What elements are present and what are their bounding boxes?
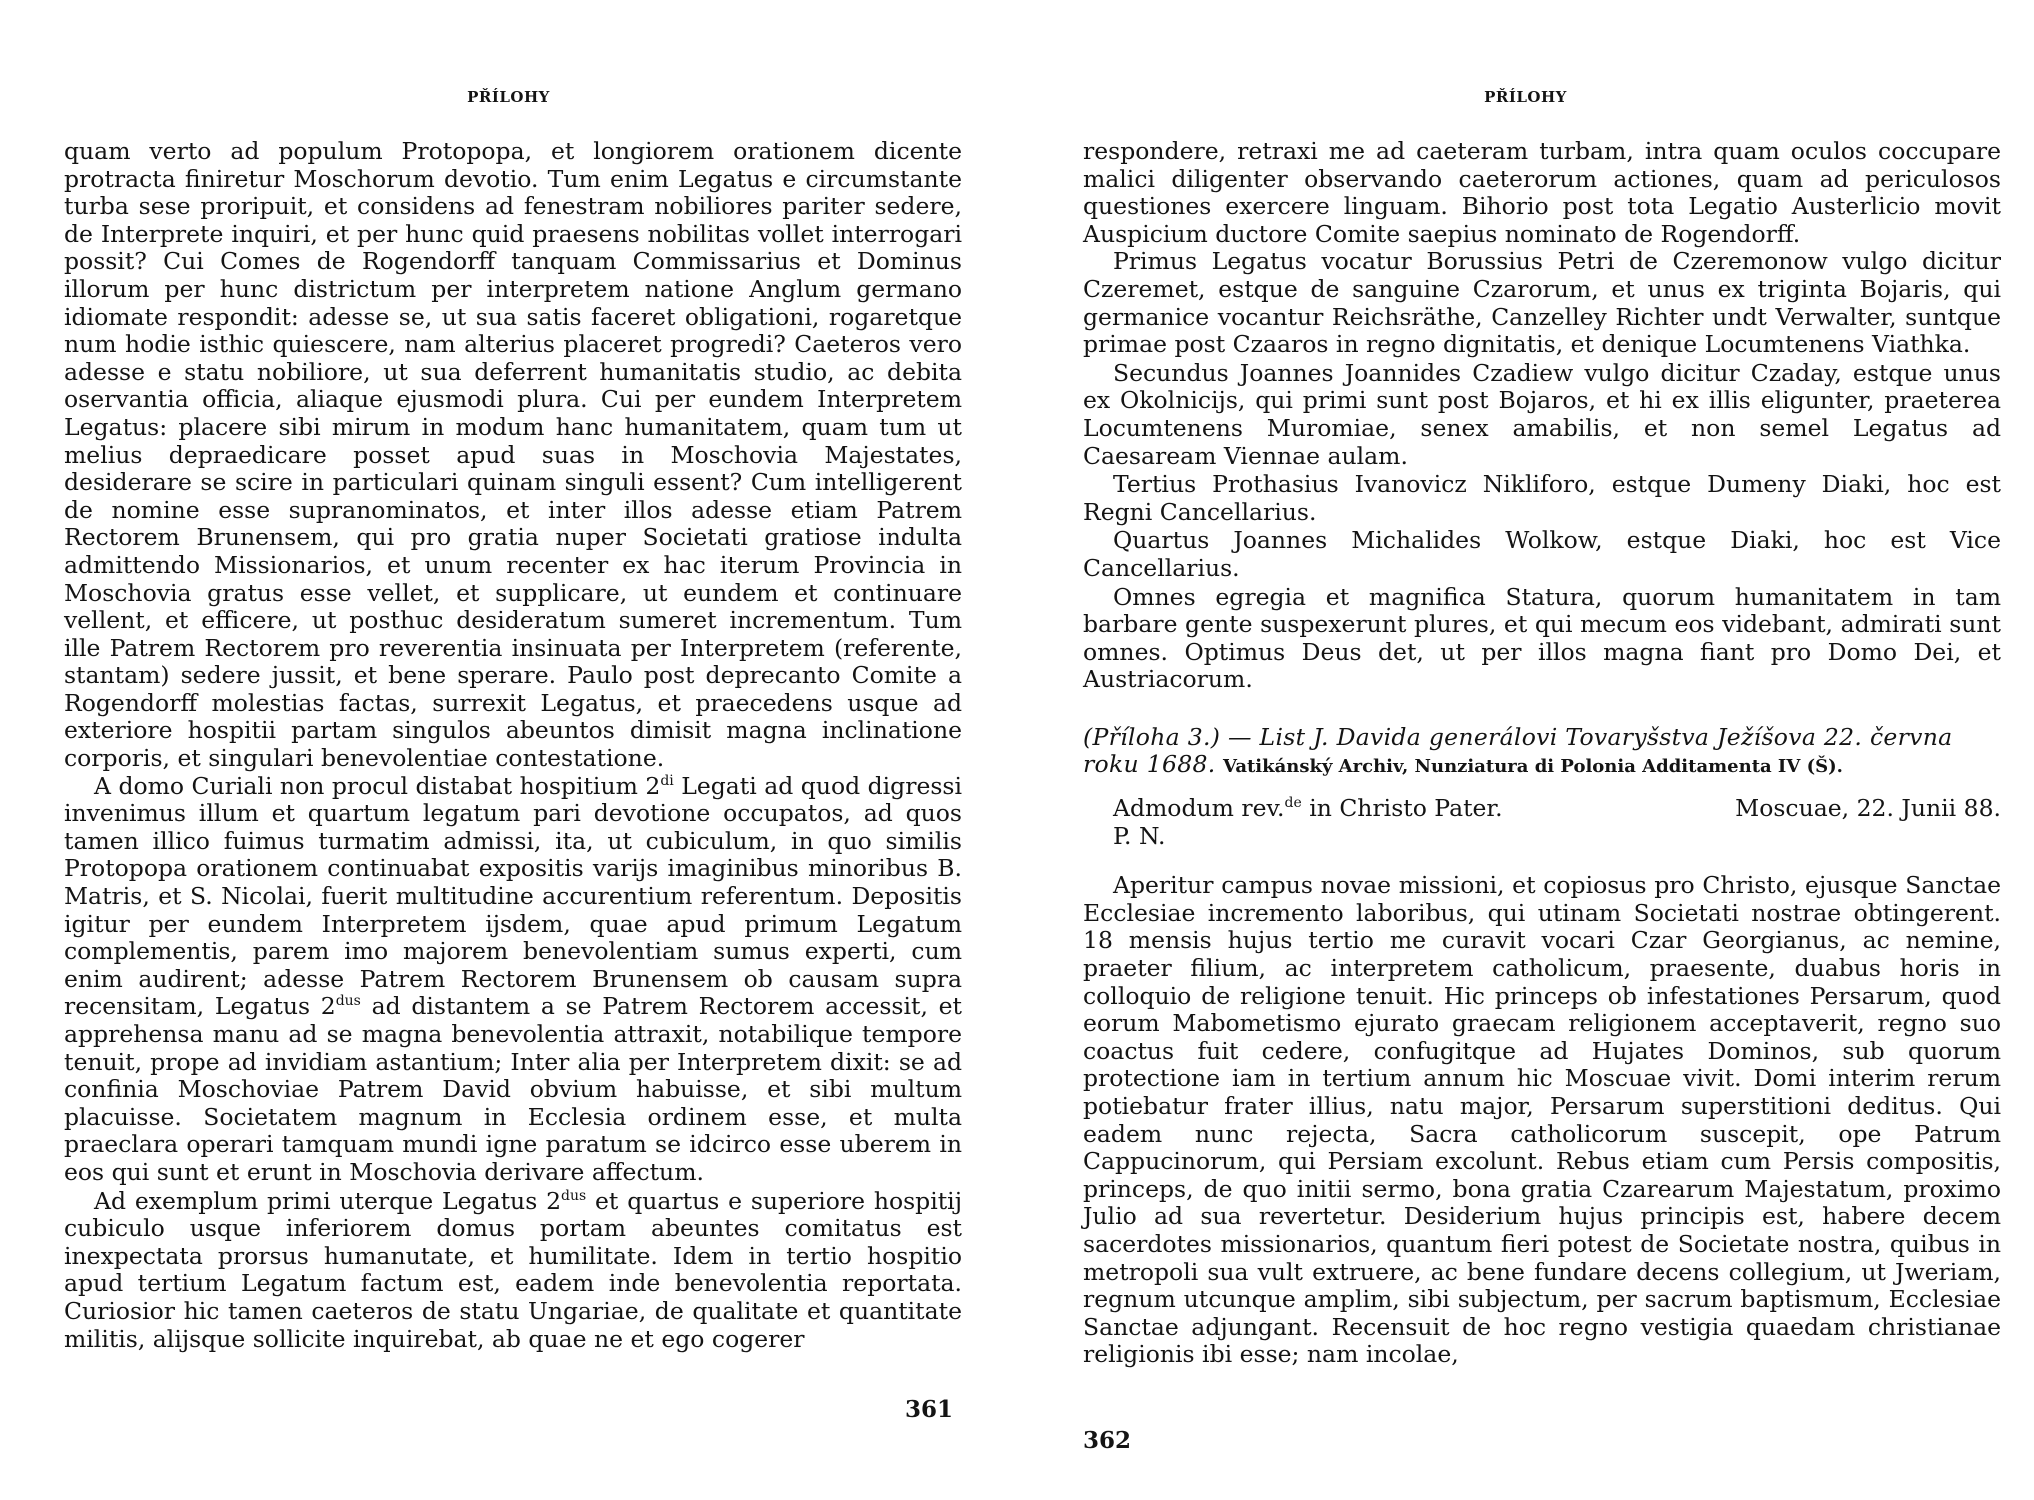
paragraph: Quartus Joannes Michalides Wolkow, estque Diaki, hoc est Vice Cancellarius. bbox=[1083, 526, 2001, 582]
paragraph: quam verto ad populum Protopopa, et longiorem orationem dicente protracta finiretur Moschorum devotio. Tum enim Legatus e circumstante turba sese proripuit, et considens ad fenestram nobiliores pariter sedere, de Interprete inquiri, et per hunc quid praesens nobilitas vollet interrogari possit? Cui Comes de Rogendorff tanquam Commissarius et Dominus illorum per hunc districtum per interpretem natione Anglum germano idiomate respondit: adesse se, ut sua satis faceret obligationi, rogaretque num hodie isthic quiescere, nam alterius placeret progredi? Caeteros vero adesse e statu nobiliore, ut sua deferrent humanitatis studio, ac debita oservantia officia, aliaque ejusmodi plura. Cui per eundem Interpretem Legatus: placere sibi mirum in modum hanc humanitatem, quam tum ut melius depraedicare posset apud suas in Moschovia Majestates, desiderare se scire in particulari quinam singuli essent? Cum intelligerent de nomine esse supranominatos, et inter illos adesse etiam Patrem Rectorem Brunensem, qui pro gratia nuper Societati gratiose indulta admittendo Missionarios, et unum recenter ex hac iterum Provincia in Moschovia gratus esse vellet, et supplicare, ut eundem et continuare vellent, et efficere, ut posthuc desideratum sumeret incrementum. Tum ille Patrem Rectorem pro reverentia insinuata per Interpretem (referente, stantam) sedere jussit, et bene sperare. Paulo post deprecanto Comite a Rogendorff molestias factas, surrexit Legatus, et praecedens usque ad exteriore hospitii partam singulos abeuntos dimisit magna inclinatione corporis, et singulari benevolentiae contestatione. bbox=[64, 137, 962, 773]
appendix-caption bbox=[1083, 724, 2001, 781]
letter-body: Aperitur campus novae missioni, et copiosus pro Christo, ejusque Sanctae Ecclesiae incremento laboribus, qui utinam Societati nostrae obtingerent. 18 mensis hujus tertio me curavit vocari Czar Georgianus, ac nemine, praeter filium, ac interpretem catholicum, praesente, duabus horis in colloquio de religione tenuit. Hic princeps ob infestationes Persarum, quod eorum Mabometismo ejurato graecam religionem acceptaverit, regno suo coactus fuit cedere, confugitque ad Hujates Dominos, sub quorum protectione iam in tertium annum hic Moscuae vivit. Domi interim rerum potiebatur frater illius, natu major, Persarum superstitioni deditus. Qui eadem nunc rejecta, Sacra catholicorum suscepit, ope Patrum Cappucinorum, qui Persiam excolunt. Rebus etiam cum Persis compositis, princeps, de quo initii sermo, bona gratia Czarearum Majestatum, proximo Julio ad sua revertetur. Desiderium hujus principis est, habere decem sacerdotes missionarios, quantum fieri potest de Societate nostra, quibus in metropoli sua vult extruere, ac bene fundare decens collegium, ut Jweriam, regnum utcunque amplim, sibi subjectum, per sacrum baptismum, Ecclesiae Sanctae adjungant. Recensuit de hoc regno vestigia quaedam christianae religionis ibi esse; nam incolae, bbox=[1083, 871, 2001, 1369]
paragraph: Primus Legatus vocatur Borussius Petri de Czeremonow vulgo dicitur Czeremet, estque de sanguine Czarorum, et unus ex triginta Bojaris, qui germanice vocantur Reichsräthe, Canzelley Richter undt Verwalter, suntque primae post Czaaros in regno dignitatis, et denique Locumtenens Viathka. bbox=[1083, 247, 2001, 359]
page-number-right: 362 bbox=[1083, 1427, 1132, 1454]
running-header-right: PŘÍLOHY bbox=[1484, 88, 1567, 106]
right-text-column bbox=[1083, 138, 2001, 1369]
running-header-left: PŘÍLOHY bbox=[467, 88, 550, 106]
dateline: Moscuae, 22. Junii 88. bbox=[1735, 794, 2001, 823]
paragraph: A domo Curiali non procul distabat hospitium $2^{di}$ Legati ad quod digressi invenimus illum et quartum legatum pari devotione occupatos, ad quos tamen illico fuimus turmatim admissi, ita, ut cubiculum, in quo similis Protopopa orationem continuabat expositis varijs imaginibus minoribus B. Matris, et S. Nicolai, fuerit multitudine accurentium referentum. Depositis igitur per eundem Interpretem ijsdem, quae apud primum Legatum complementis, parem imo majorem benevolentiam sumus experti, cum enim audirent; adesse Patrem Rectorem Brunensem ob causam supra recensitam, Legatus $2^{dus}$ ad distantem a se Patrem Rectorem accessit, et apprehensa manu ad se magna benevolentia attraxit, notabilique tempore tenuit, prope ad invidiam astantium; Inter alia per Interpretem dixit: se ad confinia Moschoviae Patrem David obvium habuisse, et sibi multum placuisse. Societatem magnum in Ecclesia ordinem esse, et multa praeclara operari tamquam mundi igne paratum se idcirco esse uberem in eos qui sunt et erunt in Moschovia derivare affectum. bbox=[64, 771, 963, 1186]
page-number-left: 361 bbox=[905, 1396, 954, 1423]
salutation: Admodum rev.$^{de}$ in Christo Pater. bbox=[1113, 794, 1503, 823]
paragraph: Ad exemplum primi uterque Legatus $2^{dus}$ et quartus e superiore hospitij cubiculo usque inferiorem domus portam abeuntes comitatus est inexpectata prorsus humanutate, et humilitate. Idem in tertio hospitio apud tertium Legatum factum est, eadem inde benevolentia reportata. Curiosior hic tamen caeteros de statu Ungariae, de qualitate et quantitate militis, alijsque sollicite inquirebat, ab quae ne et ego cogerer bbox=[64, 1186, 962, 1353]
paragraph: Omnes egregia et magnifica Statura, quorum humanitatem in tam barbare gente suspexerunt plures, et qui mecum eos videbant, admirati sunt omnes. Optimus Deus det, ut per illos magna fiant pro Domo Dei, et Austriacorum. bbox=[1083, 582, 2001, 694]
paragraph: Tertius Prothasius Ivanovicz Nikliforo, estque Dumeny Diaki, hoc est Regni Cancellarius. bbox=[1083, 470, 2001, 526]
paragraph: Secundus Joannes Joannides Czadiew vulgo dicitur Czaday, estque unus ex Okolnicijs, qui primi sunt post Bojaros, et hi ex illis eligunter, praeterea Locumtenens Muromiae, senex amabilis, et non semel Legatus ad Caesaream Viennae aulam. bbox=[1083, 358, 2001, 470]
letter-salutation-row bbox=[1083, 795, 2001, 823]
caption-source: Vatikánský Archiv, Nunziatura di Polonia Additamenta IV (Š). bbox=[1223, 756, 1843, 778]
caption-title: (Příloha 3.) — List J. Davida generálovi Tovaryšstva Ježíšova 22. června roku 1688. bbox=[1083, 722, 1953, 779]
paragraph: respondere, retraxi me ad caeteram turbam, intra quam oculos coccupare malici diligenter observando caeterorum actiones, quam ad periculosos questiones exercere linguam. Bihorio post tota Legatio Austerlicio movit Auspicium ductore Comite saepius nominato de Rogendorff. bbox=[1083, 137, 2001, 248]
right-page bbox=[1017, 0, 2034, 1500]
left-text-column bbox=[64, 138, 962, 1353]
pn-line: P. N. bbox=[1113, 821, 1166, 850]
